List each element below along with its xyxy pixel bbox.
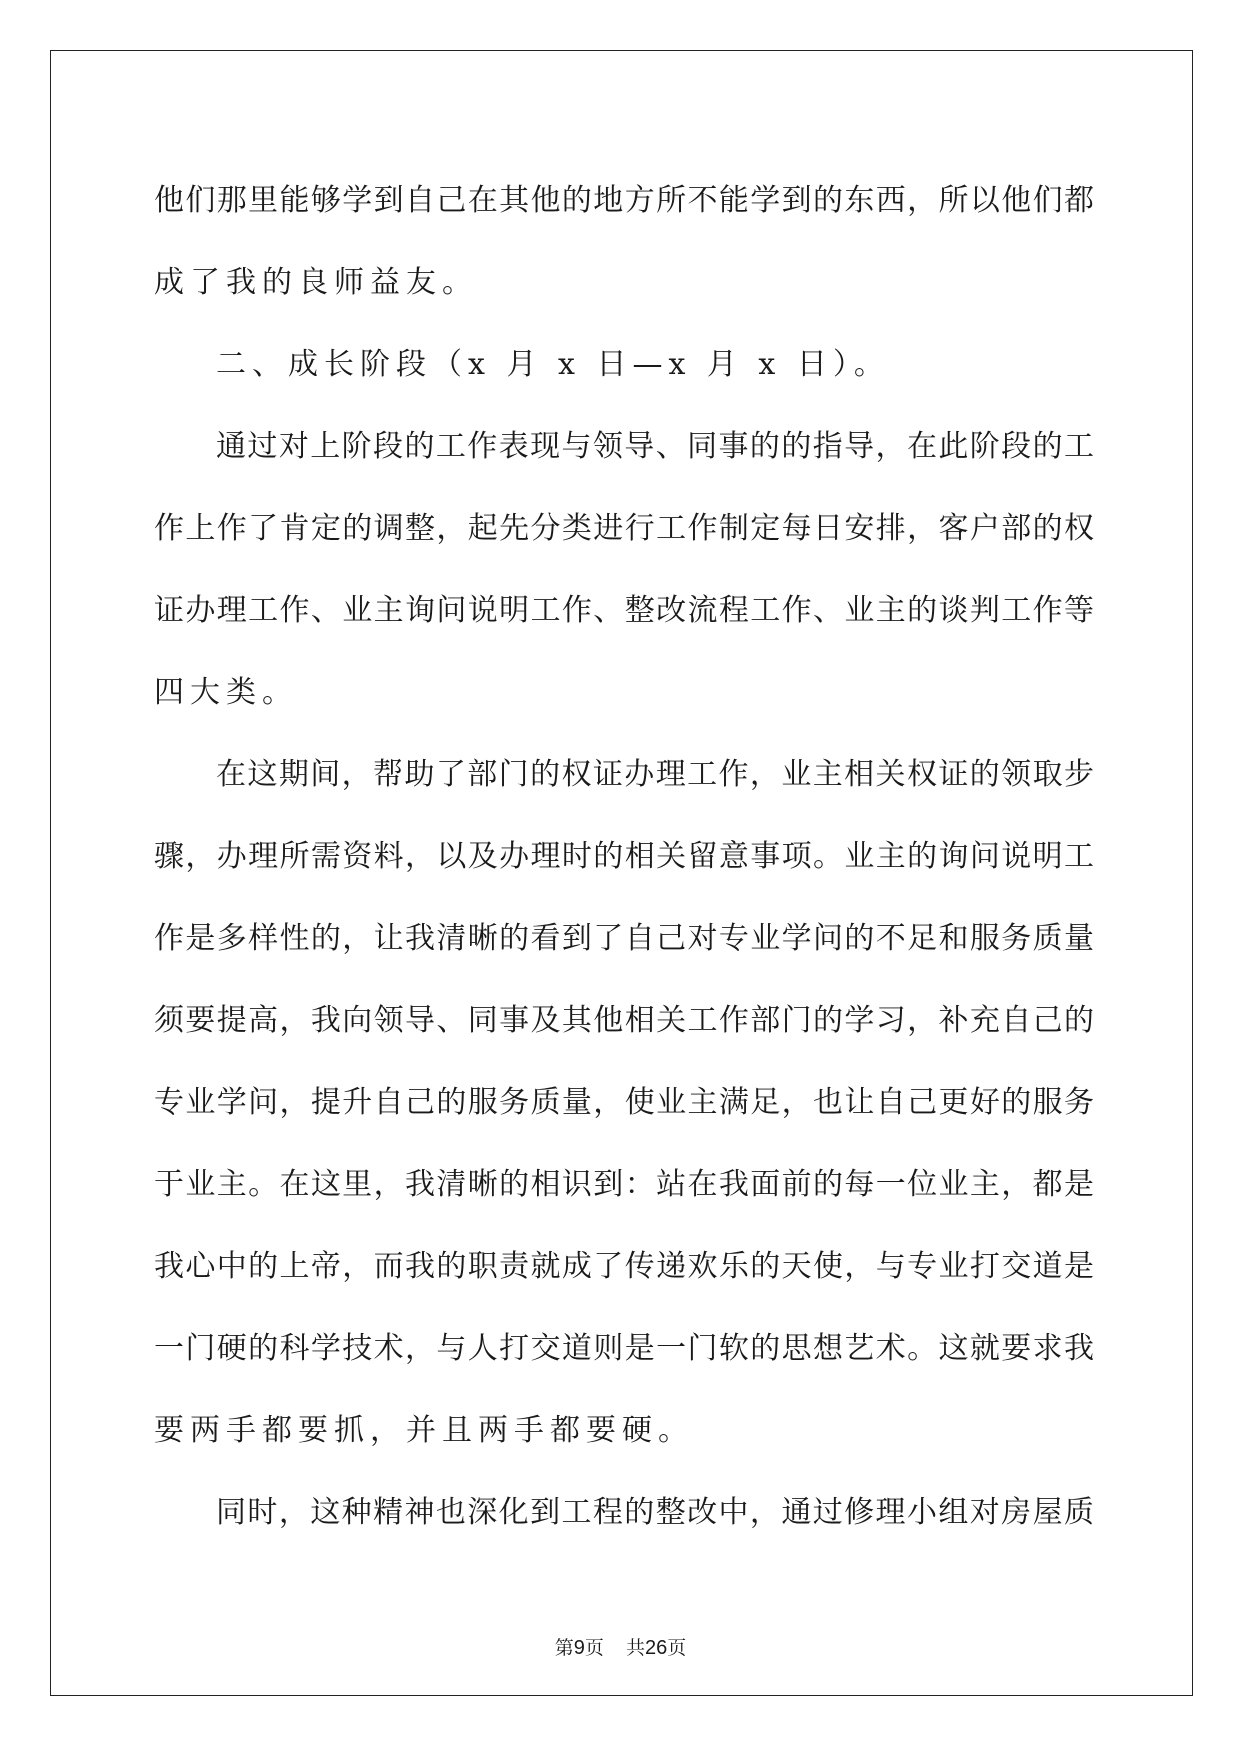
section-heading: 二、成长阶段（x 月 x 日—x 月 x 日）。 (216, 347, 890, 382)
total-pages: 26 (644, 1637, 668, 1659)
text-line: 作是多样性的，让我清晰的看到了自己对专业学问的不足和服务质量 (154, 921, 1094, 956)
text-line: 骤，办理所需资料，以及办理时的相关留意事项。业主的询问说明工 (154, 839, 1094, 874)
text-line: 于业主。在这里，我清晰的相识到：站在我面前的每一位业主，都是 (154, 1167, 1094, 1202)
text-line: 通过对上阶段的工作表现与领导、同事的的指导，在此阶段的工 (216, 429, 1094, 464)
text-line: 须要提高，我向领导、同事及其他相关工作部门的学习，补充自己的 (154, 1003, 1094, 1038)
page-number: 9 (573, 1637, 585, 1659)
text-line: 证办理工作、业主询问说明工作、整改流程工作、业主的谈判工作等 (154, 593, 1094, 628)
page-footer (0, 1636, 1241, 1660)
text-line: 四大类。 (154, 675, 298, 710)
text-line: 作上作了肯定的调整，起先分类进行工作制定每日安排，客户部的权 (154, 511, 1094, 546)
text-line: 我心中的上帝，而我的职责就成了传递欢乐的天使，与专业打交道是 (154, 1249, 1094, 1284)
total-prefix: 共 (625, 1637, 645, 1659)
text-line: 一门硬的科学技术，与人打交道则是一门软的思想艺术。这就要求我 (154, 1331, 1094, 1366)
document-body (154, 160, 1094, 1554)
total-suffix: 页 (667, 1637, 687, 1659)
page-suffix: 页 (584, 1637, 604, 1659)
text-line: 成了我的良师益友。 (154, 265, 478, 300)
text-line: 要两手都要抓，并且两手都要硬。 (154, 1413, 694, 1448)
page-prefix: 第 (554, 1637, 574, 1659)
text-line: 专业学问，提升自己的服务质量，使业主满足，也让自己更好的服务 (154, 1085, 1094, 1120)
text-line: 在这期间，帮助了部门的权证办理工作，业主相关权证的领取步 (216, 757, 1094, 792)
text-line: 他们那里能够学到自己在其他的地方所不能学到的东西，所以他们都 (154, 183, 1094, 218)
text-line: 同时，这种精神也深化到工程的整改中，通过修理小组对房屋质 (216, 1495, 1094, 1530)
